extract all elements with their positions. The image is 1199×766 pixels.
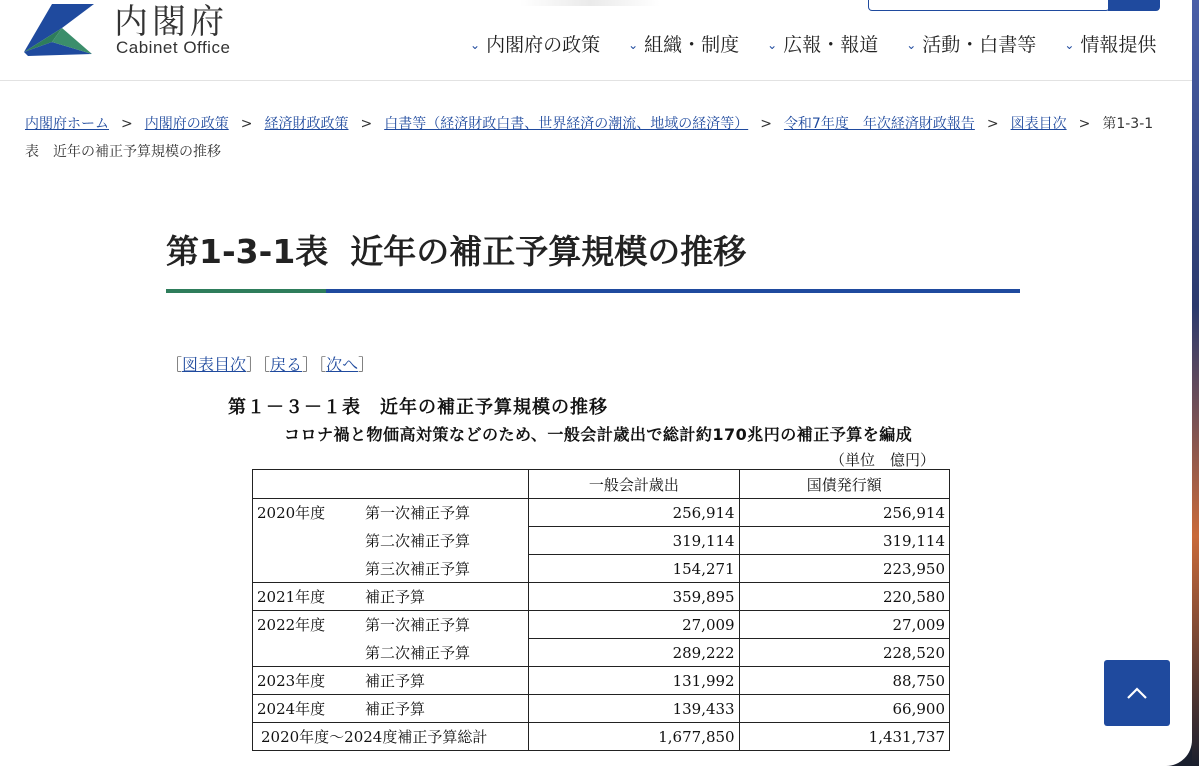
breadcrumb-link-home[interactable]: 内閣府ホーム [25, 116, 109, 132]
breadcrumb-separator: > [986, 116, 999, 132]
cabinet-office-logo-icon[interactable] [22, 2, 94, 56]
table-cell-budget: 補正予算 [365, 700, 426, 718]
nav-item-label: 内閣府の政策 [486, 34, 601, 56]
table-header-expenditure: 一般会計歳出 [529, 470, 739, 499]
table-cell-bonds: 220,580 [739, 583, 949, 611]
page-title-number: 第1-3-1表 [166, 232, 329, 271]
table-cell-bonds: 88,750 [739, 667, 949, 695]
breadcrumb-separator: > [760, 116, 772, 132]
header-shadow [520, 0, 660, 6]
table-cell-label [253, 527, 529, 555]
table-row [253, 611, 950, 639]
table-cell-label [253, 583, 529, 611]
table-row [253, 555, 950, 583]
supplementary-budget-table [252, 469, 950, 751]
table-cell-bonds: 223,950 [739, 555, 949, 583]
table-cell-bonds: 319,114 [739, 527, 949, 555]
table-row [253, 499, 950, 527]
breadcrumb-link-economic[interactable]: 経済財政政策 [264, 116, 349, 132]
table-cell-expenditure: 139,433 [529, 695, 739, 723]
table-cell-expenditure: 154,271 [529, 555, 739, 583]
table-cell-budget: 第三次補正予算 [365, 559, 471, 578]
search-button[interactable] [1108, 0, 1160, 11]
table-cell-year: 2024年度 [257, 700, 326, 718]
chevron-down-icon: ⌄ [1064, 37, 1075, 52]
table-header-empty [253, 470, 529, 499]
breadcrumb-separator: > [1078, 116, 1091, 132]
figure-unit: （単位 億円） [830, 451, 936, 469]
table-cell-year: 2023年度 [257, 672, 326, 690]
table-cell-bonds: 228,520 [739, 639, 949, 667]
table-cell-total-label: 2020年度～2024度補正予算総計 [253, 723, 529, 751]
table-cell-label [253, 667, 529, 695]
nav-item-label: 情報提供 [1080, 34, 1157, 56]
nav-item-information[interactable] [1064, 30, 1156, 57]
nav-item-label: 活動・白書等 [922, 34, 1037, 56]
table-row [253, 667, 950, 695]
nav-item-label: 広報・報道 [783, 34, 879, 56]
table-cell-label [253, 499, 529, 527]
table-cell-expenditure: 131,992 [529, 667, 739, 695]
table-header-row [253, 470, 950, 499]
chevron-up-icon [1126, 686, 1148, 700]
table-cell-budget: 補正予算 [365, 588, 426, 606]
logo-text-en[interactable]: Cabinet Office [116, 38, 231, 57]
table-header-bonds: 国債発行額 [739, 470, 949, 499]
nav-item-policy[interactable] [470, 30, 600, 57]
link-back[interactable]: 戻る [270, 355, 303, 374]
table-cell-budget: 補正予算 [365, 672, 426, 690]
table-cell-bonds: 27,009 [739, 611, 949, 639]
table-cell-expenditure: 289,222 [529, 639, 739, 667]
figure-title: 第１－３－１表 近年の補正予算規模の推移 [228, 397, 608, 418]
link-figures-index[interactable]: 図表目次 [182, 355, 247, 374]
window-edge [1192, 0, 1199, 766]
chevron-down-icon: ⌄ [628, 37, 639, 52]
breadcrumb-link-annual-report[interactable]: 令和7年度 年次経済財政報告 [783, 116, 975, 132]
table-row [253, 583, 950, 611]
table-cell-year: 2022年度 [257, 616, 326, 635]
nav-item-label: 組織・制度 [644, 34, 740, 56]
table-cell-budget: 第二次補正予算 [365, 643, 471, 662]
table-cell-total-expenditure: 1,677,850 [529, 723, 739, 751]
logo-text-jp[interactable]: 内閣府 [114, 2, 228, 42]
table-cell-label [253, 695, 529, 723]
chevron-down-icon: ⌄ [906, 37, 917, 52]
breadcrumb-current: 第1-3-1表 近年の補正予算規模の推移 [25, 116, 1154, 160]
table-cell-budget: 第一次補正予算 [365, 504, 471, 523]
link-next[interactable]: 次へ [326, 355, 359, 374]
breadcrumb-link-policy[interactable]: 内閣府の政策 [144, 116, 229, 132]
page-title-text: 近年の補正予算規模の推移 [350, 232, 747, 271]
breadcrumb-separator: > [360, 116, 373, 132]
site-header [0, 0, 1192, 81]
table-cell-expenditure: 27,009 [529, 611, 739, 639]
table-cell-label [253, 611, 529, 639]
back-to-top-button[interactable] [1104, 660, 1170, 726]
figure-nav-links: ［図表目次］［戻る］［次へ］ [166, 355, 375, 374]
breadcrumb-separator: > [121, 116, 133, 132]
table-cell-year: 2020年度 [257, 504, 326, 523]
figure-subtitle: コロナ禍と物価高対策などのため、一般会計歳出で総計約170兆円の補正予算を編成 [284, 425, 913, 444]
table-cell-total-bonds: 1,431,737 [739, 723, 949, 751]
nav-item-activities[interactable] [906, 30, 1036, 57]
global-nav [470, 30, 1156, 57]
nav-item-organization[interactable] [628, 30, 739, 57]
table-cell-expenditure: 359,895 [529, 583, 739, 611]
table-cell-label [253, 555, 529, 583]
search-input[interactable] [868, 0, 1110, 11]
breadcrumb [25, 110, 1165, 166]
table-cell-budget: 第二次補正予算 [365, 532, 471, 550]
table-row [253, 639, 950, 667]
table-cell-bonds: 256,914 [739, 499, 949, 527]
title-underline-accent [166, 289, 326, 293]
page-title [166, 226, 746, 273]
table-row [253, 695, 950, 723]
table-cell-year: 2021年度 [257, 588, 326, 606]
breadcrumb-separator: > [240, 116, 253, 132]
breadcrumb-link-whitepapers[interactable]: 白書等（経済財政白書、世界経済の潮流、地域の経済等） [384, 116, 749, 132]
chevron-down-icon: ⌄ [470, 37, 481, 52]
table-cell-budget: 第一次補正予算 [365, 616, 471, 635]
table-cell-bonds: 66,900 [739, 695, 949, 723]
breadcrumb-link-figures[interactable]: 図表目次 [1010, 116, 1067, 132]
table-row [253, 527, 950, 555]
chevron-down-icon: ⌄ [767, 37, 778, 52]
nav-item-press[interactable] [767, 30, 878, 57]
table-cell-label [253, 639, 529, 667]
table-cell-expenditure: 256,914 [529, 499, 739, 527]
table-cell-expenditure: 319,114 [529, 527, 739, 555]
table-total-row [253, 723, 950, 751]
